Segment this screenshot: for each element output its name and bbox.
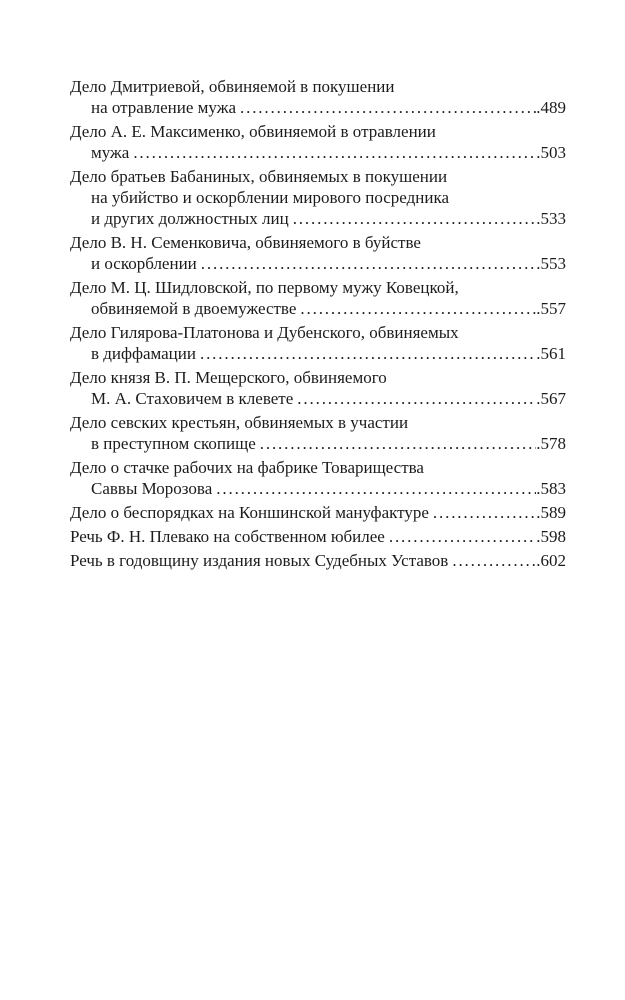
toc-entry-dmitrieva xyxy=(70,76,566,118)
toc-entry-last-line xyxy=(70,526,566,547)
toc-entry-title-end: на отравление мужа xyxy=(91,98,236,117)
toc-entry-title-line: Дело А. Е. Максименко, обвиняемой в отравлении xyxy=(70,122,436,141)
toc-entry-gilyarov-platonov xyxy=(70,322,566,364)
toc-entry-title-end: в диффамации xyxy=(91,344,196,363)
toc-entry-court-statutes-anniversary xyxy=(70,550,566,571)
toc-entry-morozov-strike xyxy=(70,457,566,499)
toc-entry-title-end: и других должностных лиц xyxy=(91,209,289,228)
toc-page-number: .557 xyxy=(536,299,566,318)
toc-entry-title-end: обвиняемой в двоемужестве xyxy=(91,299,297,318)
toc-entry-plevako-jubilee xyxy=(70,526,566,547)
toc-entry-last-line xyxy=(70,502,566,523)
toc-entry-last-line xyxy=(70,388,566,409)
dot-leader xyxy=(385,526,536,547)
toc-page-number: .553 xyxy=(536,254,566,273)
toc-entry-title-line: на убийство и оскорблении мирового посредника xyxy=(91,188,450,207)
toc-entry-last-line xyxy=(70,433,566,454)
toc-entry-title-line: Дело М. Ц. Шидловской, по первому мужу Ковецкой, xyxy=(70,278,459,297)
toc-entry-last-line xyxy=(70,208,566,229)
toc-page-number: .598 xyxy=(536,527,566,546)
toc-entry-sevsk-peasants xyxy=(70,412,566,454)
dot-leader xyxy=(236,97,536,118)
toc-entry-title-end: Саввы Морозова xyxy=(91,479,213,498)
dot-leader xyxy=(448,550,536,571)
toc-entry-title-line: Дело В. Н. Семенковича, обвиняемого в буйстве xyxy=(70,233,421,252)
dot-leader xyxy=(429,502,536,523)
toc-page-number: .561 xyxy=(536,344,566,363)
dot-leader xyxy=(296,298,536,319)
table-of-contents xyxy=(70,76,566,574)
toc-entry-title-line: Дело князя В. П. Мещерского, обвиняемого xyxy=(70,368,387,387)
toc-page-number: .602 xyxy=(536,551,566,570)
toc-page-number: .489 xyxy=(536,98,566,117)
toc-entry-title-end: и оскорблении xyxy=(91,254,197,273)
toc-entry-title-end: в преступном скопище xyxy=(91,434,256,453)
toc-entry-title-end: Речь Ф. Н. Плевако на собственном юбилее xyxy=(70,527,385,546)
toc-entry-last-line xyxy=(70,478,566,499)
toc-entry-last-line xyxy=(70,142,566,163)
toc-entry-title-line: Дело севских крестьян, обвиняемых в участии xyxy=(70,413,409,432)
toc-entry-last-line xyxy=(70,97,566,118)
toc-page-number: .583 xyxy=(536,479,566,498)
dot-leader xyxy=(289,208,537,229)
toc-entry-title-line: Дело Дмитриевой, обвиняемой в покушении xyxy=(70,77,395,96)
toc-entry-last-line xyxy=(70,253,566,274)
dot-leader xyxy=(256,433,537,454)
toc-entry-last-line xyxy=(70,550,566,571)
toc-entry-title-end: Дело о беспорядках на Коншинской мануфактуре xyxy=(70,503,429,522)
dot-leader xyxy=(197,253,536,274)
dot-leader xyxy=(293,388,536,409)
toc-entry-title-end: М. А. Стаховичем в клевете xyxy=(91,389,294,408)
toc-entry-babaniny xyxy=(70,166,566,229)
toc-page-number: .533 xyxy=(536,209,566,228)
dot-leader xyxy=(196,343,536,364)
toc-entry-title-end: Речь в годовщину издания новых Судебных Уставов xyxy=(70,551,449,570)
toc-page-number: .567 xyxy=(536,389,566,408)
toc-entry-last-line xyxy=(70,343,566,364)
toc-entry-semenkovich xyxy=(70,232,566,274)
dot-leader xyxy=(212,478,536,499)
toc-entry-meshchersky xyxy=(70,367,566,409)
toc-entry-title-end: мужа xyxy=(91,143,130,162)
toc-entry-shidlovskaya xyxy=(70,277,566,319)
dot-leader xyxy=(129,142,536,163)
toc-page-number: .503 xyxy=(536,143,566,162)
toc-entry-last-line xyxy=(70,298,566,319)
toc-entry-title-line: Дело о стачке рабочих на фабрике Товарищества xyxy=(70,458,424,477)
toc-entry-maksimenko xyxy=(70,121,566,163)
toc-page-number: .578 xyxy=(536,434,566,453)
toc-entry-konshin-manufactory xyxy=(70,502,566,523)
toc-entry-title-line: Дело Гилярова-Платонова и Дубенского, обвиняемых xyxy=(70,323,459,342)
toc-entry-title-line: Дело братьев Бабаниных, обвиняемых в покушении xyxy=(70,167,448,186)
toc-page-number: .589 xyxy=(536,503,566,522)
